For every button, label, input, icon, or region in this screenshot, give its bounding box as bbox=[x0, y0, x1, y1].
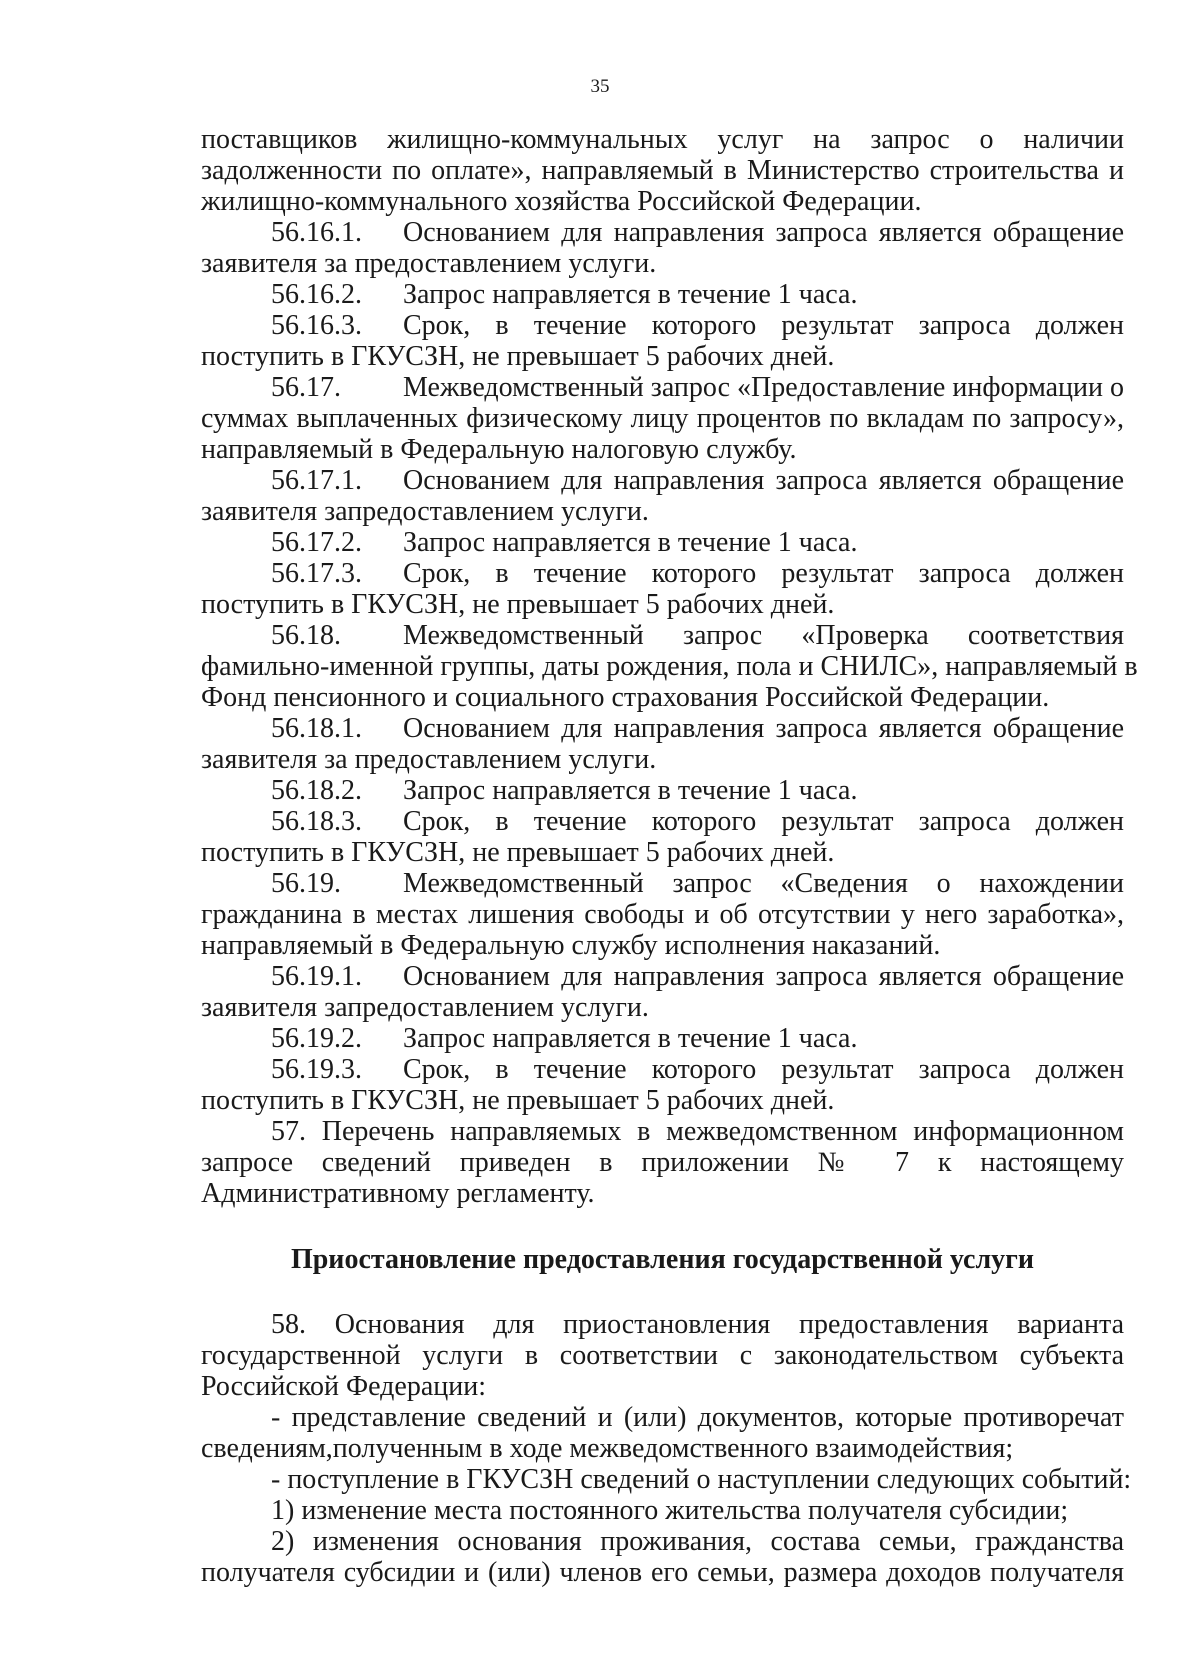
paragraph-line: поступить в ГКУСЗН, не превышает 5 рабочих дней. bbox=[201, 837, 835, 868]
clause-number: 56.19. bbox=[271, 868, 341, 899]
clause-line bbox=[201, 527, 1124, 558]
clause-line bbox=[201, 558, 1124, 589]
clause-line bbox=[201, 372, 1124, 403]
paragraph-line: поступить в ГКУСЗН, не превышает 5 рабочих дней. bbox=[201, 589, 835, 620]
clause-number: 56.16.2. bbox=[271, 279, 362, 310]
clause-line bbox=[201, 713, 1124, 744]
paragraph-line: гражданина в местах лишения свободы и об отсутствии у него заработка», bbox=[201, 899, 1124, 930]
paragraph-line: фамильно-именной группы, даты рождения, пола и СНИЛС», направляемый в bbox=[201, 651, 1138, 682]
clause-line bbox=[201, 620, 1124, 651]
clause-number: 56.18.2. bbox=[271, 775, 362, 806]
clause-text: Межведомственный запрос «Предоставление информации о bbox=[403, 372, 1124, 403]
clause-line bbox=[201, 1023, 1124, 1054]
paragraph-line: поставщиков жилищно-коммунальных услуг на запрос о наличии bbox=[201, 124, 1124, 155]
clause-text: Межведомственный запрос «Проверка соответствия bbox=[403, 620, 1124, 651]
clause-text: Срок, в течение которого результат запроса должен bbox=[403, 558, 1124, 589]
clause-text: Срок, в течение которого результат запроса должен bbox=[403, 310, 1124, 341]
paragraph-line: получателя субсидии и (или) членов его семьи, размера доходов получателя bbox=[201, 1557, 1124, 1588]
paragraph-line: суммах выплаченных физическому лицу процентов по вкладам по запросу», bbox=[201, 403, 1124, 434]
clause-line bbox=[201, 806, 1124, 837]
paragraph-line: задолженности по оплате», направляемый в Министерство строительства и bbox=[201, 155, 1124, 186]
paragraph-line: направляемый в Федеральную службу исполнения наказаний. bbox=[201, 930, 941, 961]
clause-text: Основанием для направления запроса является обращение bbox=[403, 713, 1124, 744]
clause-number: 56.17. bbox=[271, 372, 341, 403]
paragraph-line: сведениям,полученным в ходе межведомственного взаимодействия; bbox=[201, 1433, 1014, 1464]
paragraph-line: Административному регламенту. bbox=[201, 1178, 595, 1209]
paragraph-line: поступить в ГКУСЗН, не превышает 5 рабочих дней. bbox=[201, 341, 835, 372]
clause-line bbox=[201, 1054, 1124, 1085]
clause-text: Основанием для направления запроса является обращение bbox=[403, 217, 1124, 248]
clause-line bbox=[201, 279, 1124, 310]
paragraph-line: поступить в ГКУСЗН, не превышает 5 рабочих дней. bbox=[201, 1085, 835, 1116]
clause-number: 56.19.1. bbox=[271, 961, 362, 992]
paragraph-line: 58. Основания для приостановления предоставления варианта bbox=[271, 1309, 1124, 1340]
clause-number: 56.18.3. bbox=[271, 806, 362, 837]
paragraph-line: заявителя за предоставлением услуги. bbox=[201, 744, 657, 775]
page-number: 35 bbox=[590, 76, 610, 97]
clause-number: 56.17.3. bbox=[271, 558, 362, 589]
clause-line bbox=[201, 775, 1124, 806]
clause-text: Основанием для направления запроса является обращение bbox=[403, 961, 1124, 992]
list-item: 1) изменение места постоянного жительства получателя субсидии; bbox=[271, 1495, 1069, 1526]
paragraph-line: заявителя за предоставлением услуги. bbox=[201, 248, 657, 279]
clause-number: 56.17.1. bbox=[271, 465, 362, 496]
paragraph-line: направляемый в Федеральную налоговую службу. bbox=[201, 434, 797, 465]
clause-number: 56.19.2. bbox=[271, 1023, 362, 1054]
paragraph-line: государственной услуги в соответствии с законодательством субъекта bbox=[201, 1340, 1124, 1371]
list-item: - поступление в ГКУСЗН сведений о наступлении следующих событий: bbox=[271, 1464, 1132, 1495]
clause-number: 56.16.1. bbox=[271, 217, 362, 248]
clause-number: 56.18. bbox=[271, 620, 341, 651]
paragraph-line: 57. Перечень направляемых в межведомственном информационном bbox=[271, 1116, 1124, 1147]
clause-line bbox=[201, 465, 1124, 496]
section-heading: Приостановление предоставления государственной услуги bbox=[290, 1244, 1035, 1275]
clause-number: 56.16.3. bbox=[271, 310, 362, 341]
list-item: - представление сведений и (или) документов, которые противоречат bbox=[271, 1402, 1124, 1433]
list-item: 2) изменения основания проживания, состава семьи, гражданства bbox=[271, 1526, 1124, 1557]
document-body bbox=[201, 124, 1138, 1588]
clause-text: Запрос направляется в течение 1 часа. bbox=[403, 279, 858, 310]
clause-text: Запрос направляется в течение 1 часа. bbox=[403, 775, 858, 806]
clause-text: Запрос направляется в течение 1 часа. bbox=[403, 1023, 858, 1054]
clause-line bbox=[201, 868, 1124, 899]
paragraph-line: Российской Федерации: bbox=[201, 1371, 487, 1402]
paragraph-line: заявителя запредоставлением услуги. bbox=[201, 992, 649, 1023]
paragraph-line: Фонд пенсионного и социального страхования Российской Федерации. bbox=[201, 682, 1050, 713]
clause-number: 56.19.3. bbox=[271, 1054, 362, 1085]
clause-line bbox=[201, 961, 1124, 992]
clause-text: Срок, в течение которого результат запроса должен bbox=[403, 806, 1124, 837]
clause-text: Срок, в течение которого результат запроса должен bbox=[403, 1054, 1124, 1085]
paragraph-line: запросе сведений приведен в приложении № 7 к настоящему bbox=[201, 1147, 1124, 1178]
paragraph-line: заявителя запредоставлением услуги. bbox=[201, 496, 649, 527]
clause-number: 56.18.1. bbox=[271, 713, 362, 744]
clause-text: Межведомственный запрос «Сведения о нахождении bbox=[403, 868, 1124, 899]
clause-text: Основанием для направления запроса является обращение bbox=[403, 465, 1124, 496]
paragraph-line: жилищно-коммунального хозяйства Российской Федерации. bbox=[201, 186, 922, 217]
clause-number: 56.17.2. bbox=[271, 527, 362, 558]
clause-text: Запрос направляется в течение 1 часа. bbox=[403, 527, 858, 558]
clause-line bbox=[201, 310, 1124, 341]
clause-line bbox=[201, 217, 1124, 248]
